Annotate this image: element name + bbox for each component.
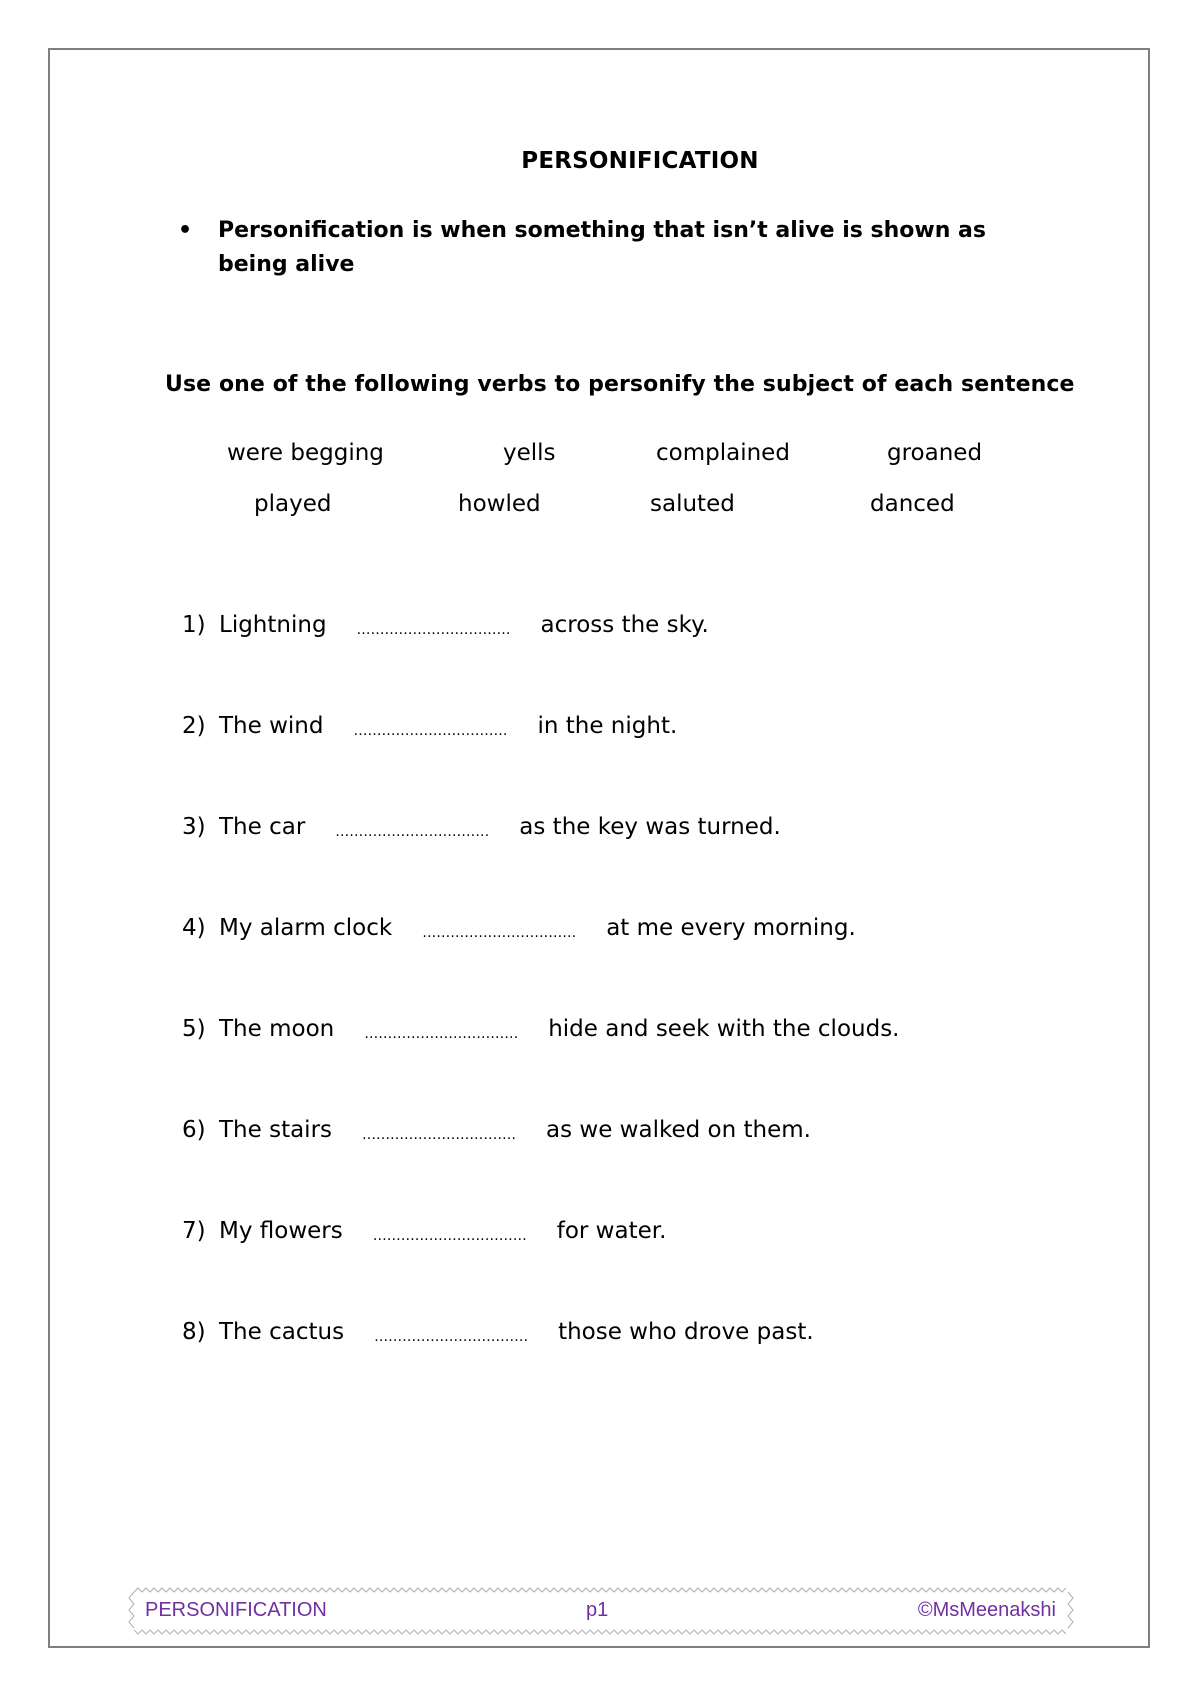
verb-option: groaned: [887, 440, 983, 466]
question-subject: My alarm clock: [219, 915, 393, 941]
page-border: [48, 48, 1150, 1648]
answer-blank[interactable]: ……………………………: [335, 824, 490, 840]
question-number: 2): [182, 713, 206, 739]
page-footer: [128, 1587, 1074, 1635]
definition-bullet: [178, 214, 1038, 282]
question-number: 1): [182, 612, 206, 638]
question-rest: across the sky.: [540, 612, 709, 638]
question-rest: those who drove past.: [558, 1319, 814, 1345]
question-number: 6): [182, 1117, 206, 1143]
verb-option: played: [254, 491, 332, 517]
answer-blank[interactable]: ……………………………: [353, 723, 508, 739]
question-number: 4): [182, 915, 206, 941]
question-subject: The wind: [219, 713, 324, 739]
answer-blank[interactable]: ……………………………: [422, 925, 577, 941]
instruction-text: Use one of the following verbs to personify the subject of each sentence: [165, 372, 1075, 397]
bullet-icon: •: [178, 218, 193, 243]
question-subject: The stairs: [219, 1117, 333, 1143]
question-number: 8): [182, 1319, 206, 1345]
answer-blank[interactable]: ……………………………: [364, 1026, 519, 1042]
answer-blank[interactable]: ……………………………: [374, 1329, 529, 1345]
question-item: [182, 814, 781, 840]
verb-option: howled: [458, 491, 541, 517]
verb-option: saluted: [650, 491, 735, 517]
page-title: PERSONIFICATION: [521, 148, 759, 174]
question-number: 3): [182, 814, 206, 840]
question-item: [182, 1218, 666, 1244]
footer-page-number: p1: [586, 1599, 609, 1621]
answer-blank[interactable]: ……………………………: [356, 622, 511, 638]
question-rest: in the night.: [537, 713, 678, 739]
question-subject: The cactus: [219, 1319, 345, 1345]
question-number: 5): [182, 1016, 206, 1042]
footer-left: PERSONIFICATION: [145, 1599, 327, 1621]
verb-option: yells: [503, 440, 556, 466]
footer-copyright: ©MsMeenakshi: [917, 1599, 1056, 1621]
question-rest: hide and seek with the clouds.: [548, 1016, 900, 1042]
question-rest: at me every morning.: [606, 915, 856, 941]
question-item: [182, 1319, 814, 1345]
question-item: [182, 1117, 811, 1143]
answer-blank[interactable]: ……………………………: [362, 1127, 517, 1143]
question-item: [182, 713, 677, 739]
question-subject: Lightning: [219, 612, 327, 638]
answer-blank[interactable]: ……………………………: [372, 1228, 527, 1244]
question-number: 7): [182, 1218, 206, 1244]
question-rest: for water.: [556, 1218, 667, 1244]
verb-option: danced: [870, 491, 955, 517]
question-item: [182, 612, 709, 638]
question-subject: The car: [219, 814, 306, 840]
verb-option: were begging: [227, 440, 384, 466]
question-item: [182, 1016, 900, 1042]
question-rest: as we walked on them.: [546, 1117, 811, 1143]
question-subject: My flowers: [219, 1218, 343, 1244]
verb-option: complained: [656, 440, 790, 466]
definition-text: Personification is when something that isn’t alive is shown as being alive: [218, 218, 986, 277]
question-item: [182, 915, 856, 941]
question-subject: The moon: [219, 1016, 335, 1042]
question-rest: as the key was turned.: [519, 814, 781, 840]
